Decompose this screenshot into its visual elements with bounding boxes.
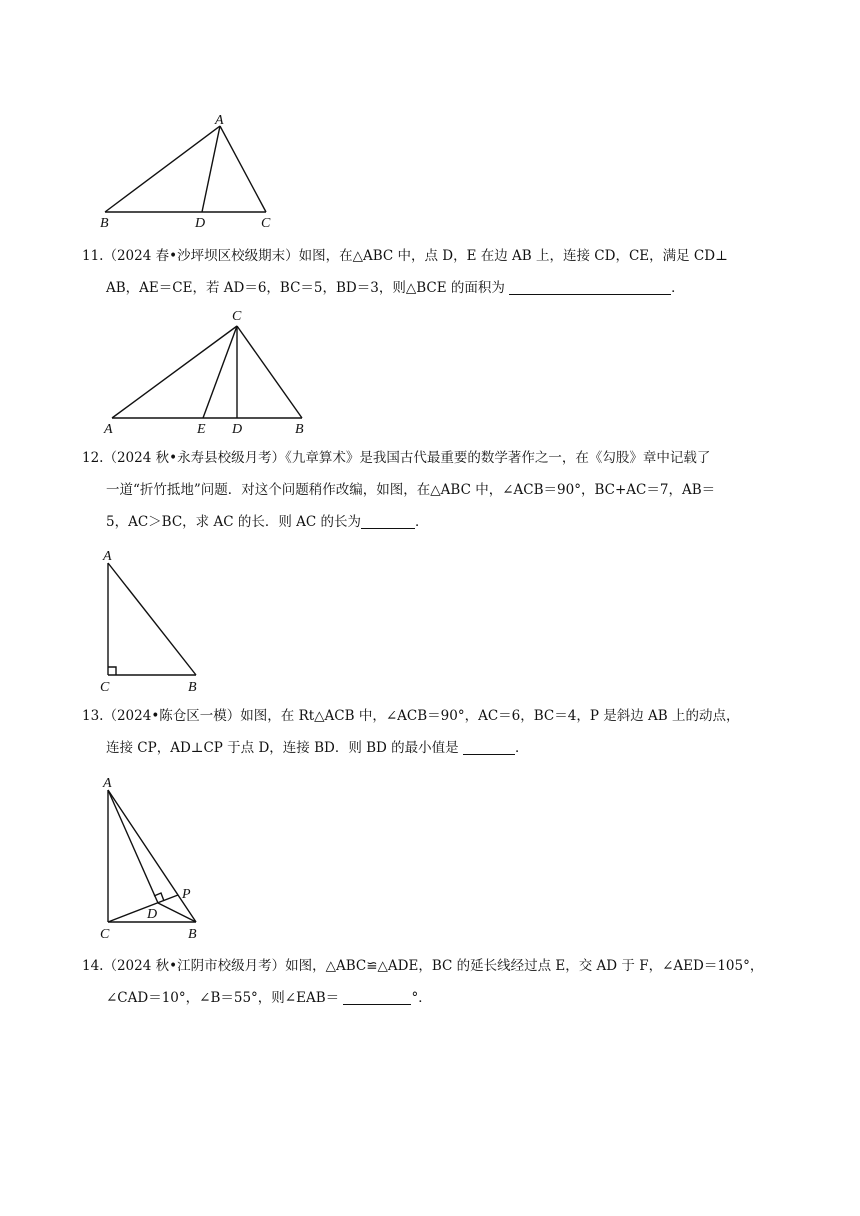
- q12-line-1: 12.（2024 秋•永寿县校级月考）《九章算术》是我国古代最重要的数学著作之一，在《勾股》章中记载了: [82, 450, 711, 466]
- label-a: A: [104, 422, 113, 437]
- label-d: D: [195, 216, 206, 231]
- label-c: C: [100, 927, 110, 942]
- q11-period: ．: [671, 280, 685, 296]
- segment-ab: [108, 563, 196, 675]
- q14-line-2: [82, 982, 782, 1014]
- label-b: B: [188, 680, 197, 695]
- segment-bc: [237, 326, 302, 418]
- q14-degree: °．: [411, 990, 432, 1006]
- q14-text: ∠CAD＝10°，∠B＝55°，则∠EAB＝: [106, 990, 340, 1006]
- segment-ac: [220, 126, 266, 212]
- label-c: C: [100, 680, 110, 695]
- label-a: A: [103, 776, 112, 791]
- q12-line-3: [82, 506, 782, 538]
- q10-figure: [96, 108, 296, 233]
- question-12: [82, 442, 782, 538]
- q14-answer-blank[interactable]: [343, 988, 411, 1005]
- q12-figure: [96, 545, 216, 695]
- question-13: [82, 700, 782, 764]
- q11-answer-blank[interactable]: [509, 278, 671, 295]
- question-11: [82, 240, 782, 304]
- q13-line-2: [82, 732, 782, 764]
- label-c: C: [261, 216, 271, 231]
- q13-text: 连接 CP，AD⊥CP 于点 D，连接 BD．则 BD 的最小值是: [106, 740, 459, 756]
- segment-ad: [108, 790, 158, 903]
- label-b: B: [100, 216, 109, 231]
- label-e: E: [197, 422, 206, 437]
- q13-figure: [96, 772, 216, 942]
- q13-period: ．: [514, 740, 529, 756]
- label-p: P: [182, 887, 191, 902]
- q13-line-1: 13.（2024•陈仓区一模）如图，在 Rt△ACB 中，∠ACB＝90°，AC＝6，BC＝4，P 是斜边 AB 上的动点，: [82, 708, 740, 724]
- q11-figure: [100, 306, 315, 441]
- label-c: C: [232, 309, 242, 324]
- right-angle-mark: [108, 667, 116, 675]
- label-b: B: [295, 422, 304, 437]
- question-14: [82, 950, 782, 1014]
- label-d: D: [147, 907, 158, 922]
- segment-ad: [202, 126, 220, 212]
- q11-line-1: 11.（2024 春•沙坪坝区校级期末）如图，在△ABC 中，点 D，E 在边 AB 上，连接 CD，CE，满足 CD⊥: [82, 248, 728, 264]
- q11-text: AB，AE＝CE，若 AD＝6，BC＝5，BD＝3，则△BCE 的面积为: [106, 280, 505, 296]
- q12-line-2: 一道“折竹抵地”问题．对这个问题稍作改编，如图，在△ABC 中，∠ACB＝90°，BC+AC＝7，AB＝: [106, 482, 716, 498]
- label-d: D: [232, 422, 243, 437]
- label-a: A: [103, 549, 112, 564]
- q14-line-1: 14.（2024 秋•江阴市校级月考）如图，△ABC≌△ADE，BC 的延长线经过点 E，交 AD 于 F，∠AED＝105°，: [82, 958, 764, 974]
- segment-ab: [105, 126, 220, 212]
- label-a: A: [215, 113, 224, 128]
- segment-ab: [108, 790, 196, 922]
- q11-line-2: [82, 272, 782, 304]
- q12-answer-blank[interactable]: [361, 512, 415, 529]
- q13-answer-blank[interactable]: [463, 738, 515, 755]
- q12-period: ．: [415, 514, 429, 530]
- label-b: B: [188, 927, 197, 942]
- segment-ac: [112, 326, 237, 418]
- segment-ce: [203, 326, 237, 418]
- q12-text: 5，AC＞BC，求 AC 的长．则 AC 的长为: [106, 514, 361, 530]
